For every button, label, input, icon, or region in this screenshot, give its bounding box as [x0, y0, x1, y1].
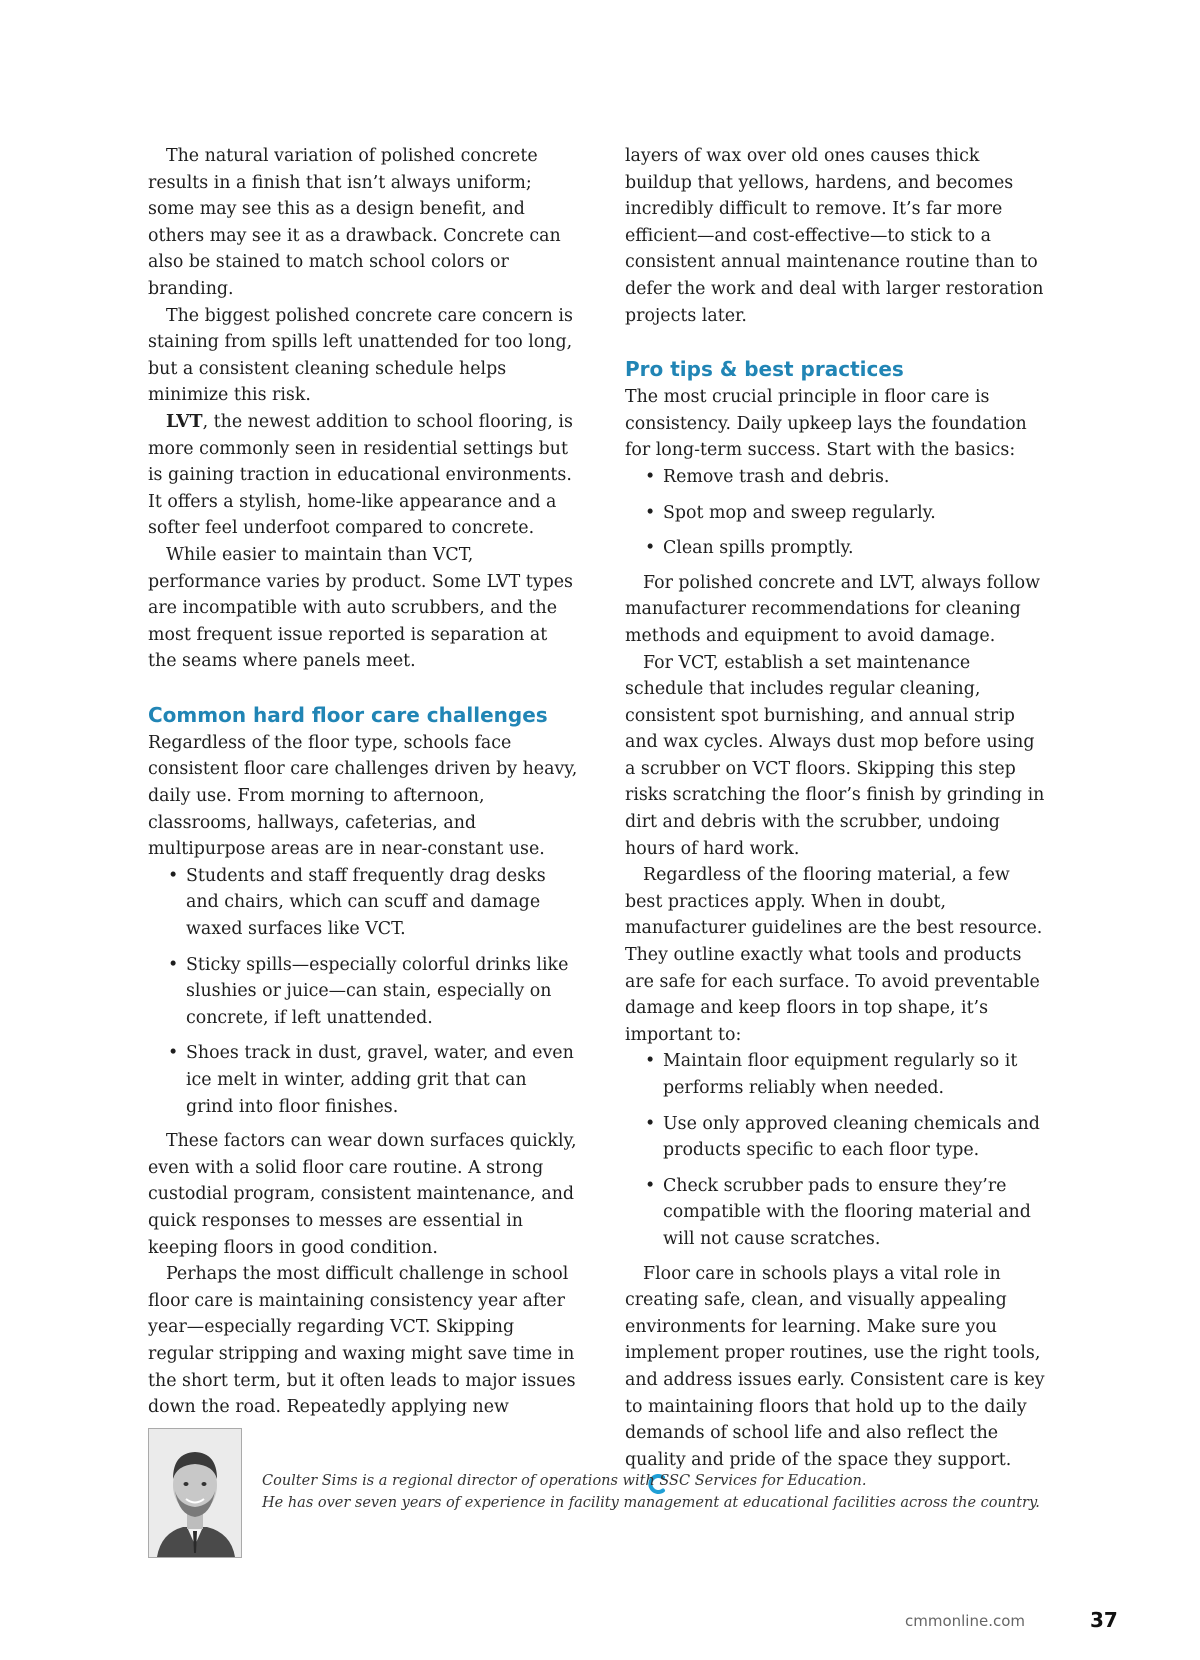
bio-line: Coulter Sims is a regional director of operations with SSC Services for Education. [262, 1473, 867, 1489]
paragraph: For VCT, establish a set maintenance schedule that includes regular cleaning, consistent spot burnishing, and annual strip and wax cycles. Always dust mop before using a scrubber on VCT floors. Skipping this step risks scratching the floor’s finish by grinding in dirt and debris with the scrubber, undoing hours of hard work. [625, 652, 1045, 859]
paragraph: While easier to maintain than VCT, performance varies by product. Some LVT types are incompatible with auto scrubbers, and the most frequent issue reported is separation at the seams where panels meet. [148, 544, 573, 672]
list-item-text: Maintain floor equipment regularly so it performs reliably when needed. [663, 1051, 1018, 1098]
list-item-text: Check scrubber pads to ensure they’re compatible with the flooring material and will not cause scratches. [663, 1175, 1031, 1249]
list-item [625, 535, 1045, 562]
bullet-icon: • [645, 1113, 656, 1134]
page-number: 37 [1090, 1608, 1118, 1632]
paragraph: Perhaps the most difficult challenge in school floor care is maintaining consistency year after year—especially regarding VCT. Skipping regular stripping and waxing might save time in the short term, but it often leads to major issues down the road. Repeatedly applying new [148, 1264, 576, 1418]
list-item [148, 952, 578, 1032]
bullet-icon: • [645, 538, 656, 559]
right-column [625, 143, 1045, 1504]
list-item-text: Shoes track in dust, gravel, water, and even ice melt in winter, adding grit that can grind into floor finishes. [186, 1043, 574, 1117]
list-item-text: Remove trash and debris. [663, 466, 890, 487]
list-item-text: Students and staff frequently drag desks and chairs, which can scuff and damage waxed surfaces like VCT. [186, 865, 546, 940]
list-item-text: Spot mop and sweep regularly. [663, 502, 936, 523]
author-photo [148, 1428, 242, 1558]
lvt-term: LVT [166, 411, 203, 432]
bullet-icon: • [168, 865, 179, 886]
bullet-icon: • [645, 1175, 656, 1196]
paragraph: For polished concrete and LVT, always follow manufacturer recommendations for cleaning methods and equipment to avoid damage. [625, 572, 1041, 646]
list-item [625, 1173, 1045, 1253]
paragraph [148, 409, 578, 542]
bio-line: He has over seven years of experience in facility management at educational facilities across the country. [262, 1495, 1040, 1511]
list-item-text: Sticky spills—especially colorful drinks like slushies or juice—can stain, especially on concrete, if left unattended. [186, 954, 569, 1028]
paragraph-text: , the newest addition to school flooring, is more commonly seen in residential settings but is gaining traction in educational environments. It offers a stylish, home-like appearance and a softer feel underfoot compared to concrete. [148, 411, 573, 539]
paragraph: Regardless of the floor type, schools face consistent floor care challenges driven by heavy, daily use. From morning to afternoon, classrooms, hallways, cafeterias, and multipurpose areas are in near-constant use. [148, 732, 578, 860]
list-item [148, 863, 578, 943]
list-item-text: Clean spills promptly. [663, 538, 854, 559]
list-item [625, 1048, 1045, 1101]
list-item [625, 500, 1045, 527]
paragraph: These factors can wear down surfaces quickly, even with a solid floor care routine. A strong custodial program, consistent maintenance, and quick responses to messes are essential in keeping floors in good condition. [148, 1131, 577, 1258]
bullet-icon: • [645, 1051, 656, 1072]
bullet-list [625, 1048, 1045, 1252]
paragraph: layers of wax over old ones causes thick buildup that yellows, hardens, and becomes incredibly difficult to remove. It’s far more efficient—and cost-effective—to stick to a consistent annual maintenance routine than to defer the work and deal with larger restoration projects later. [625, 146, 1044, 326]
list-item [148, 1040, 578, 1120]
paragraph: The natural variation of polished concrete results in a finish that isn’t always uniform; some may see this as a design benefit, and others may see it as a drawback. Concrete can also be stained to match school colors or branding. [148, 146, 561, 299]
bullet-list [148, 863, 578, 1120]
paragraph: The most crucial principle in floor care is consistency. Daily upkeep lays the foundation for long-term success. Start with the basics: [625, 387, 1027, 461]
paragraph: The biggest polished concrete care concern is staining from spills left unattended for too long, but a consistent cleaning schedule helps minimize this risk. [148, 305, 573, 406]
section-heading-pro-tips: Pro tips & best practices [625, 357, 904, 382]
bullet-icon: • [168, 1043, 179, 1064]
author-bio [262, 1470, 1062, 1514]
list-item [625, 464, 1045, 491]
bullet-icon: • [645, 502, 656, 523]
paragraph: Regardless of the flooring material, a few best practices apply. When in doubt, manufacturer guidelines are the best resource. They outline exactly what tools and products are safe for each surface. To avoid preventable damage and keep floors in top shape, it’s important to: [625, 865, 1043, 1045]
bullet-icon: • [168, 954, 179, 975]
paragraph-text: Floor care in schools plays a vital role in creating safe, clean, and visually appealing environments for learning. Make sure you implement proper routines, use the right tools, and address issues early. Consistent care is key to maintaining floors that hold up to the daily demands of school life and also reflect the quality and pride of the space they support. [625, 1263, 1045, 1470]
list-item [625, 1111, 1045, 1164]
bullet-list [625, 464, 1045, 562]
paragraph [625, 1261, 1045, 1504]
section-heading-challenges: Common hard floor care challenges [148, 702, 548, 727]
list-item-text: Use only approved cleaning chemicals and products specific to each floor type. [663, 1113, 1040, 1161]
bullet-icon: • [645, 466, 656, 487]
left-column [148, 143, 578, 1421]
footer-site: cmmonline.com [904, 1612, 1025, 1630]
